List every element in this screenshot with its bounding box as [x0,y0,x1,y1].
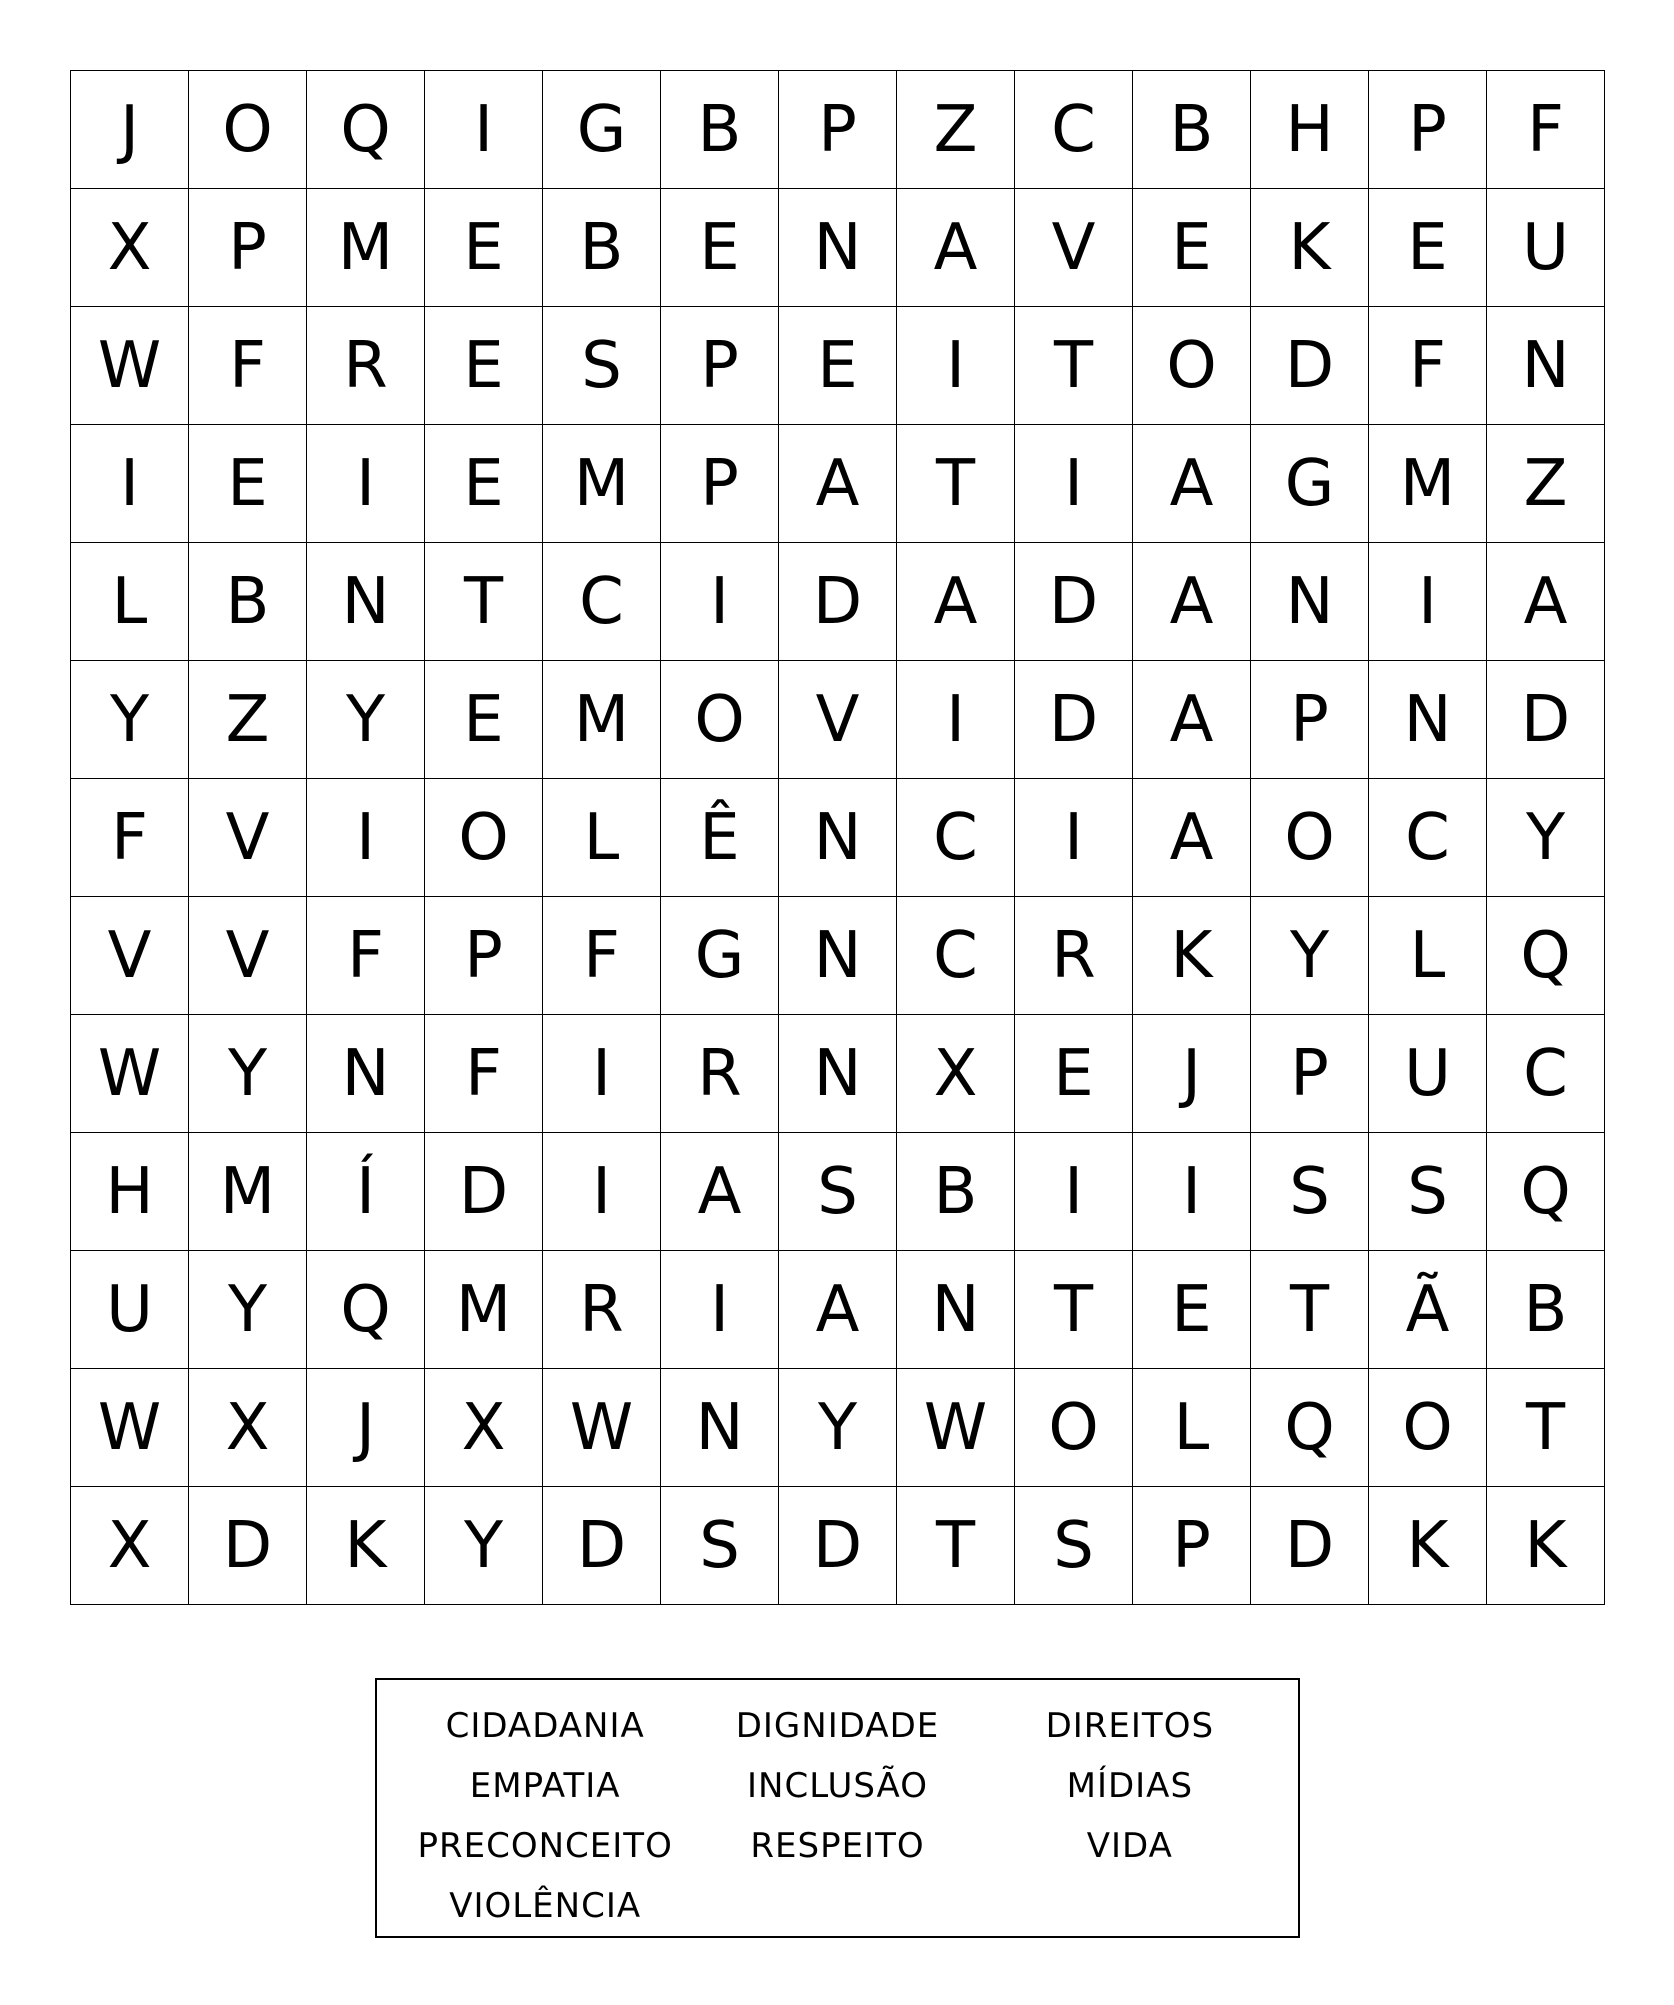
grid-cell[interactable]: U [1369,1015,1487,1133]
grid-cell[interactable]: F [1487,71,1605,189]
grid-cell[interactable]: E [1133,189,1251,307]
grid-cell[interactable]: E [425,189,543,307]
grid-cell[interactable]: V [1015,189,1133,307]
grid-cell[interactable]: I [1133,1133,1251,1251]
grid-cell[interactable]: D [189,1487,307,1605]
grid-cell[interactable]: X [71,1487,189,1605]
grid-cell[interactable]: I [307,425,425,543]
grid-cell[interactable]: A [1487,543,1605,661]
grid-cell[interactable]: D [1251,1487,1369,1605]
grid-cell[interactable]: F [71,779,189,897]
grid-cell[interactable]: W [71,1369,189,1487]
grid-cell[interactable]: O [661,661,779,779]
grid-cell[interactable]: V [71,897,189,1015]
grid-cell[interactable]: Z [897,71,1015,189]
grid-cell[interactable]: A [779,425,897,543]
grid-cell[interactable]: A [1133,425,1251,543]
grid-cell[interactable]: E [425,661,543,779]
grid-cell[interactable]: K [1251,189,1369,307]
grid-cell[interactable]: C [897,897,1015,1015]
grid-cell[interactable]: Y [1487,779,1605,897]
grid-cell[interactable]: X [425,1369,543,1487]
grid-cell[interactable]: U [1487,189,1605,307]
grid-cell[interactable]: J [71,71,189,189]
grid-cell[interactable]: S [779,1133,897,1251]
grid-cell[interactable]: Y [71,661,189,779]
grid-cell[interactable]: I [661,1251,779,1369]
grid-cell[interactable]: B [1487,1251,1605,1369]
grid-cell[interactable]: I [543,1015,661,1133]
grid-cell[interactable]: A [1133,661,1251,779]
word-bank-item: DIGNIDADE [735,1706,940,1746]
word-bank-item: VIDA [1086,1826,1173,1866]
grid-cell[interactable]: I [425,71,543,189]
grid-cell[interactable]: Y [307,661,425,779]
grid-cell[interactable]: S [1251,1133,1369,1251]
grid-cell[interactable]: E [189,425,307,543]
grid-cell[interactable]: I [1015,425,1133,543]
grid-cell[interactable]: H [71,1133,189,1251]
grid-cell[interactable]: A [897,189,1015,307]
grid-cell[interactable]: D [1015,543,1133,661]
grid-cell[interactable]: N [307,1015,425,1133]
word-bank-item: VIOLÊNCIA [449,1886,642,1926]
word-bank-item: EMPATIA [469,1766,621,1806]
grid-cell[interactable]: E [1133,1251,1251,1369]
grid-cell[interactable]: M [1369,425,1487,543]
grid-cell[interactable]: H [1251,71,1369,189]
grid-cell[interactable]: A [897,543,1015,661]
grid-cell[interactable]: D [1487,661,1605,779]
grid-cell[interactable]: A [1133,543,1251,661]
grid-cell[interactable]: B [661,71,779,189]
grid-cell[interactable]: N [779,189,897,307]
letter-grid [70,70,1605,1605]
grid-cell[interactable]: M [307,189,425,307]
grid-cell[interactable]: I [543,1133,661,1251]
grid-cell[interactable]: W [71,307,189,425]
grid-cell[interactable]: Ã [1369,1251,1487,1369]
grid-cell[interactable]: S [1369,1133,1487,1251]
grid-cell[interactable]: T [1015,1251,1133,1369]
grid-cell[interactable]: N [1487,307,1605,425]
grid-cell[interactable]: C [897,779,1015,897]
grid-cell[interactable]: S [661,1487,779,1605]
grid-cell[interactable]: N [779,1015,897,1133]
grid-cell[interactable]: T [425,543,543,661]
grid-cell[interactable]: B [1133,71,1251,189]
grid-cell[interactable]: R [543,1251,661,1369]
grid-cell[interactable]: M [189,1133,307,1251]
grid-cell[interactable]: A [779,1251,897,1369]
grid-cell[interactable]: O [1015,1369,1133,1487]
grid-cell[interactable]: M [543,425,661,543]
grid-cell[interactable]: W [897,1369,1015,1487]
word-bank-item: MÍDIAS [1066,1766,1194,1806]
grid-cell[interactable]: D [779,543,897,661]
grid-cell[interactable]: E [1015,1015,1133,1133]
grid-cell[interactable]: D [1251,307,1369,425]
grid-cell[interactable]: F [189,307,307,425]
grid-cell[interactable]: C [1369,779,1487,897]
grid-cell[interactable]: M [543,661,661,779]
grid-cell[interactable]: O [1133,307,1251,425]
grid-cell[interactable]: D [1015,661,1133,779]
grid-cell[interactable]: F [1369,307,1487,425]
grid-cell[interactable]: V [189,779,307,897]
grid-cell[interactable]: L [1369,897,1487,1015]
grid-cell[interactable]: B [897,1133,1015,1251]
grid-cell[interactable]: K [1487,1487,1605,1605]
grid-cell[interactable]: X [71,189,189,307]
grid-cell[interactable]: Q [1487,1133,1605,1251]
grid-cell[interactable]: Z [189,661,307,779]
grid-cell[interactable]: E [779,307,897,425]
grid-cell[interactable]: Y [189,1015,307,1133]
grid-cell[interactable]: L [543,779,661,897]
grid-cell[interactable]: Y [425,1487,543,1605]
grid-cell[interactable]: C [1015,71,1133,189]
grid-cell[interactable]: O [1251,779,1369,897]
grid-cell[interactable]: D [543,1487,661,1605]
grid-cell[interactable]: P [1251,1015,1369,1133]
grid-cell[interactable]: I [1015,779,1133,897]
word-bank-item: PRECONCEITO [417,1826,673,1866]
grid-cell[interactable]: K [307,1487,425,1605]
grid-cell[interactable]: Q [1251,1369,1369,1487]
grid-cell[interactable]: E [661,189,779,307]
grid-cell[interactable]: Q [307,1251,425,1369]
grid-cell[interactable]: A [661,1133,779,1251]
word-bank-item: RESPEITO [750,1826,925,1866]
grid-cell[interactable]: J [307,1369,425,1487]
grid-cell[interactable]: E [425,307,543,425]
grid-cell[interactable]: Y [779,1369,897,1487]
grid-cell[interactable]: G [1251,425,1369,543]
grid-cell[interactable]: L [1133,1369,1251,1487]
grid-cell[interactable]: F [307,897,425,1015]
word-bank-item: DIREITOS [1045,1706,1215,1746]
grid-cell[interactable]: I [71,425,189,543]
word-bank [375,1678,1300,1938]
grid-cell[interactable]: I [307,779,425,897]
grid-cell[interactable]: I [897,661,1015,779]
grid-cell[interactable]: X [189,1369,307,1487]
grid-cell[interactable]: A [1133,779,1251,897]
grid-cell[interactable]: T [897,425,1015,543]
grid-cell[interactable]: T [1251,1251,1369,1369]
grid-cell[interactable]: R [307,307,425,425]
grid-cell[interactable]: R [1015,897,1133,1015]
grid-cell[interactable]: T [897,1487,1015,1605]
grid-cell[interactable]: Í [307,1133,425,1251]
grid-cell[interactable]: I [1369,543,1487,661]
grid-cell[interactable]: I [1015,1133,1133,1251]
grid-cell[interactable]: N [1369,661,1487,779]
grid-cell[interactable]: P [1369,71,1487,189]
grid-cell[interactable]: Y [1251,897,1369,1015]
grid-cell[interactable]: R [661,1015,779,1133]
grid-cell[interactable]: L [71,543,189,661]
grid-cell[interactable]: P [189,189,307,307]
grid-cell[interactable]: N [1251,543,1369,661]
grid-cell[interactable]: T [1015,307,1133,425]
grid-cell[interactable]: P [661,307,779,425]
grid-cell[interactable]: I [897,307,1015,425]
grid-cell[interactable]: N [661,1369,779,1487]
grid-cell[interactable]: Q [1487,897,1605,1015]
grid-cell[interactable]: O [189,71,307,189]
grid-cell[interactable]: I [661,543,779,661]
grid-cell[interactable]: N [779,897,897,1015]
grid-cell[interactable]: E [1369,189,1487,307]
grid-cell[interactable]: P [1133,1487,1251,1605]
word-bank-item: INCLUSÃO [747,1766,928,1806]
grid-cell[interactable]: X [897,1015,1015,1133]
grid-cell[interactable]: B [543,189,661,307]
grid-cell[interactable]: G [661,897,779,1015]
grid-cell[interactable]: E [425,425,543,543]
grid-cell[interactable]: N [307,543,425,661]
grid-cell[interactable]: F [425,1015,543,1133]
grid-cell[interactable]: W [71,1015,189,1133]
grid-cell[interactable]: Y [189,1251,307,1369]
grid-cell[interactable]: N [779,779,897,897]
grid-cell[interactable]: B [189,543,307,661]
grid-cell[interactable]: D [779,1487,897,1605]
grid-cell[interactable]: S [543,307,661,425]
grid-cell[interactable]: Ê [661,779,779,897]
grid-cell[interactable]: P [425,897,543,1015]
grid-cell[interactable]: M [425,1251,543,1369]
word-bank-item: CIDADANIA [445,1706,645,1746]
grid-cell[interactable]: P [1251,661,1369,779]
grid-cell[interactable]: V [779,661,897,779]
grid-cell[interactable]: G [543,71,661,189]
grid-cell[interactable]: S [1015,1487,1133,1605]
grid-cell[interactable]: C [1487,1015,1605,1133]
grid-cell[interactable]: K [1369,1487,1487,1605]
grid-cell[interactable]: C [543,543,661,661]
grid-cell[interactable]: Z [1487,425,1605,543]
grid-cell[interactable]: Q [307,71,425,189]
grid-cell[interactable]: V [189,897,307,1015]
grid-cell[interactable]: W [543,1369,661,1487]
grid-cell[interactable]: D [425,1133,543,1251]
grid-cell[interactable]: K [1133,897,1251,1015]
grid-cell[interactable]: T [1487,1369,1605,1487]
grid-cell[interactable]: O [1369,1369,1487,1487]
grid-cell[interactable]: J [1133,1015,1251,1133]
grid-cell[interactable]: F [543,897,661,1015]
grid-cell[interactable]: P [779,71,897,189]
grid-cell[interactable]: U [71,1251,189,1369]
grid-cell[interactable]: N [897,1251,1015,1369]
grid-cell[interactable]: P [661,425,779,543]
grid-cell[interactable]: O [425,779,543,897]
